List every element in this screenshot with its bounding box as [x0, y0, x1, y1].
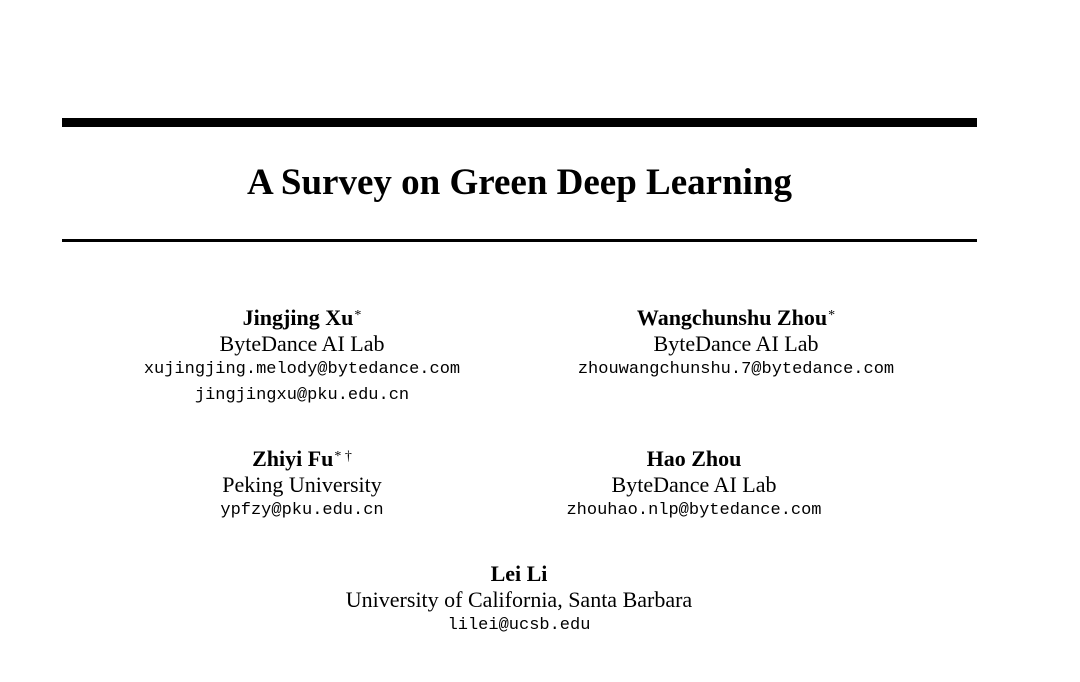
author-name: Jingjing Xu* — [242, 305, 362, 330]
author-footnote-mark: * — [354, 308, 362, 323]
author-email: jingjingxu@pku.edu.cn — [194, 386, 410, 405]
author-name: Zhiyi Fu* † — [252, 446, 352, 471]
paper-title: A Survey on Green Deep Learning — [246, 162, 793, 203]
author-block-li — [269, 561, 769, 639]
author-affiliation: ByteDance AI Lab — [611, 472, 777, 497]
author-affiliation: ByteDance AI Lab — [219, 331, 385, 356]
title-rule-bottom — [62, 239, 977, 242]
author-email: zhouhao.nlp@bytedance.com — [566, 501, 822, 520]
author-block-zhou-w — [486, 305, 986, 383]
author-affiliation: Peking University — [222, 472, 382, 497]
author-email: xujingjing.melody@bytedance.com — [143, 360, 461, 379]
author-email: lilei@ucsb.edu — [447, 616, 591, 635]
author-block-zhou-h — [444, 446, 944, 524]
author-name: Wangchunshu Zhou* — [636, 305, 836, 330]
author-block-xu — [52, 305, 552, 409]
author-email: ypfzy@pku.edu.cn — [220, 501, 384, 520]
author-affiliation: ByteDance AI Lab — [653, 331, 819, 356]
author-affiliation: University of California, Santa Barbara — [345, 587, 693, 612]
title-rule-top — [62, 118, 977, 127]
author-email: zhouwangchunshu.7@bytedance.com — [577, 360, 895, 379]
author-footnote-mark: * — [828, 308, 836, 323]
author-name: Hao Zhou — [646, 446, 742, 471]
author-footnote-mark: * † — [334, 449, 352, 464]
author-name: Lei Li — [490, 561, 548, 586]
